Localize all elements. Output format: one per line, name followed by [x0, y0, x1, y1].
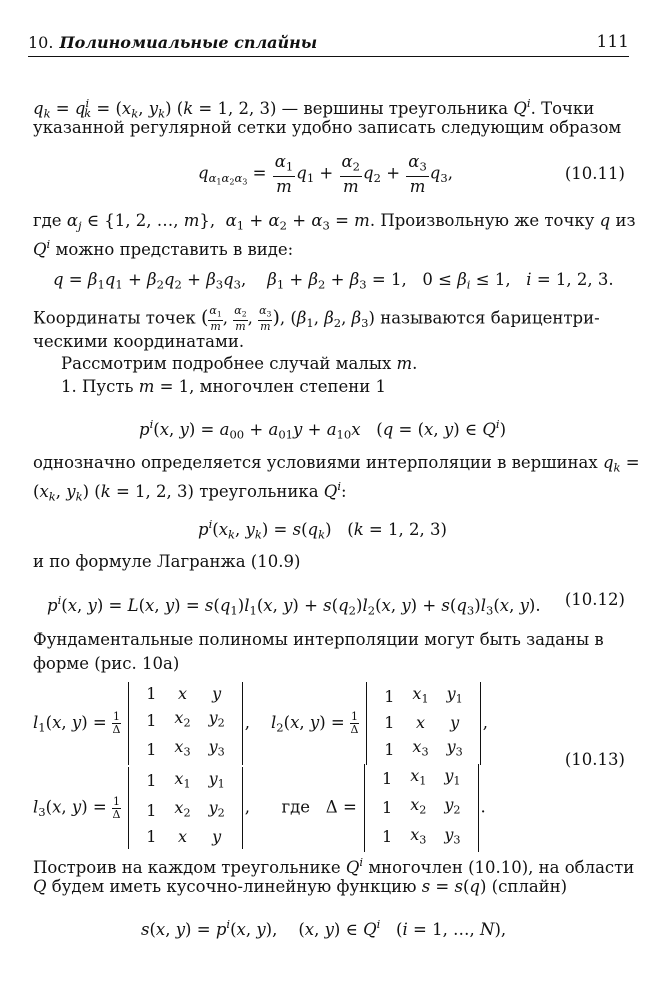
p5-text-b: многочлен степени 1 — [199, 377, 387, 396]
paragraph-2-line-2: $Q^i$ можно представить в виде: — [33, 237, 294, 259]
equation-10-11-tag: (10.11) — [564, 164, 625, 183]
equation-barycentric-body: $q = \beta_1q_1 + \beta_2q_2 + \beta_3q_3$, $\beta_1 + \beta_2 + \beta_3 = 1$, $0 \le \beta_i \le 1$, i = 1, 2, 3. — [53, 270, 614, 292]
determinant-l1: 1 x y 1 $x_2$ $y_2$ 1 $x_3$ $y_3$ — [128, 682, 243, 765]
paragraph-8: Фундаментальные полиномы интерполяции могут быть заданы в — [33, 630, 604, 649]
equation-10-13 — [33, 682, 625, 847]
running-header — [28, 34, 629, 57]
chapter-title: Полиномиальные сплайны — [59, 33, 318, 52]
chapter-number: 10. — [28, 33, 54, 52]
p6-text-b: треугольника — [199, 481, 319, 501]
equation-10-12-tag: (10.12) — [564, 590, 625, 609]
paragraph-3-line-2: ческими координатами. — [33, 332, 245, 351]
paragraph-4: Рассмотрим подробнее случай малых m. — [61, 354, 418, 373]
p2-text-b: Произвольную же точку — [380, 211, 595, 230]
paragraph-1-line-2: указанной регулярной сетки удобно записать следующим образом — [33, 118, 622, 137]
p1-text-a: — вершины треугольника — [281, 98, 509, 118]
equation-polynomial-body: $p^i(x$, $y) = a_{00} + a_{01}y + a_{10}x$ (q = (x, y) ∈ $Q^i$) — [139, 417, 507, 442]
equation-10-13-tag: (10.13) — [564, 750, 625, 769]
paragraph-8-line-2: форме (рис. 10а) — [33, 654, 180, 673]
p9-text-c: будем иметь кусочно-линейную функцию — [51, 877, 417, 896]
p2-text-d: можно представить в виде: — [55, 239, 294, 259]
equation-10-12-body: $p^i(x$, y) = L(x, $y) = s(q_1)l_1(x$, $y) + s(q_2)l_2(x$, $y) + s(q_3)l_3(x$, y). — [47, 593, 541, 618]
determinant-l3: 1 $x_1$ $y_1$ 1 $x_2$ $y_2$ 1 x y — [128, 767, 243, 850]
determinant-l2: 1 $x_1$ $y_1$ 1 x y 1 $x_3$ $y_3$ — [366, 682, 481, 765]
paragraph-6: однозначно определяется условиями интерполяции в вершинах $q_k$ = — [33, 453, 640, 475]
p3-text-a: Координаты точек — [33, 308, 196, 328]
equation-spline-body: s(x, $y) = p^i(x$, y), (x, y) ∈ $Q^i$ (i = 1, …, N), — [141, 917, 507, 939]
paragraph-6-line-2: ($x_k$, $y_k$) (k = 1, 2, 3) треугольника $Q^i$: — [33, 479, 347, 504]
p5-text-a: 1. Пусть — [61, 377, 134, 396]
paragraph-9-line-2: Q будем иметь кусочно-линейную функцию s = s(q) (сплайн) — [33, 877, 568, 896]
p4-text: Рассмотрим подробнее случай малых — [61, 354, 392, 373]
p2-text-a: где — [33, 211, 62, 230]
paragraph-2: где $\alpha_j$ ∈ {1, 2, …, m}, $\alpha_1 + \alpha_2 + \alpha_3 = m$. Произвольную же точку q из — [33, 211, 636, 233]
p9-text-d: (сплайн) — [491, 877, 568, 896]
p2-text-c: из — [615, 211, 636, 230]
equation-10-13-row-2: $l_3(x$, y) = $\frac{1}{\Delta}$ 1 $x_1$ $y_1$ 1 $x_2$ $y_2$ 1 x y , где Δ = 1 $x_1$ $y_1$ 1 $x_2$ $y_2$ 1 $x_3$ $y_3$ . — [33, 764, 486, 852]
equation-interpolation-body: $p^i(x_k$, $y_k) = s(q_k)$ (k = 1, 2, 3) — [198, 517, 447, 542]
p3-text-b: называются барицентри- — [380, 308, 600, 328]
chapter-heading — [28, 33, 317, 52]
p6-text-a: однозначно определяется условиями интерполяции в вершинах — [33, 453, 598, 472]
paragraph-1: $q_k = q^i_k = (x_k$, $y_k$) (k = 1, 2, 3) — вершины треугольника $Q^i$. Точки — [33, 96, 595, 121]
paragraph-9: Построив на каждом треугольнике $Q^i$ многочлен (10.10), на области — [33, 855, 635, 877]
page-number: 111 — [596, 32, 629, 52]
paragraph-7: и по формуле Лагранжа (10.9) — [33, 552, 301, 571]
p1-text-b: . Точки — [530, 98, 595, 118]
equation-10-11 — [33, 152, 625, 198]
determinant-delta: 1 $x_1$ $y_1$ 1 $x_2$ $y_2$ 1 $x_3$ $y_3$ — [364, 764, 479, 852]
p9-text-b: многочлен (10.10), на области — [368, 857, 635, 877]
gde-label: где — [281, 797, 311, 817]
equation-10-11-body: $q_{\alpha_1\alpha_2\alpha_3}$ = $\frac{\alpha_1}{m}$ $q_1$ + $\frac{\alpha_2}{m}$ $q_2$ + $\frac{\alpha_3}{m}$ $q_3$, — [198, 152, 453, 197]
paragraph-5: 1. Пусть m = 1, многочлен степени 1 — [61, 377, 387, 396]
equation-10-13-row-1: $l_1(x$, y) = $\frac{1}{\Delta}$ 1 x y 1 $x_2$ $y_2$ 1 $x_3$ $y_3$ , $l_2(x$, y) = $\frac{1}{\Delta}$ 1 $x_1$ $y_1$ 1 x y 1 $x_3$ $y_3$ , — [33, 682, 488, 765]
paragraph-3: Координаты точек ( $\frac{\alpha_1}{m}$ , $\frac{\alpha_2}{m}$ , $\frac{\alpha_3}{m}$ ), ($\beta_1$, $\beta_2$, $\beta_3$) называются барицентри- — [33, 304, 600, 334]
p9-text-a: Построив на каждом треугольнике — [33, 857, 341, 877]
